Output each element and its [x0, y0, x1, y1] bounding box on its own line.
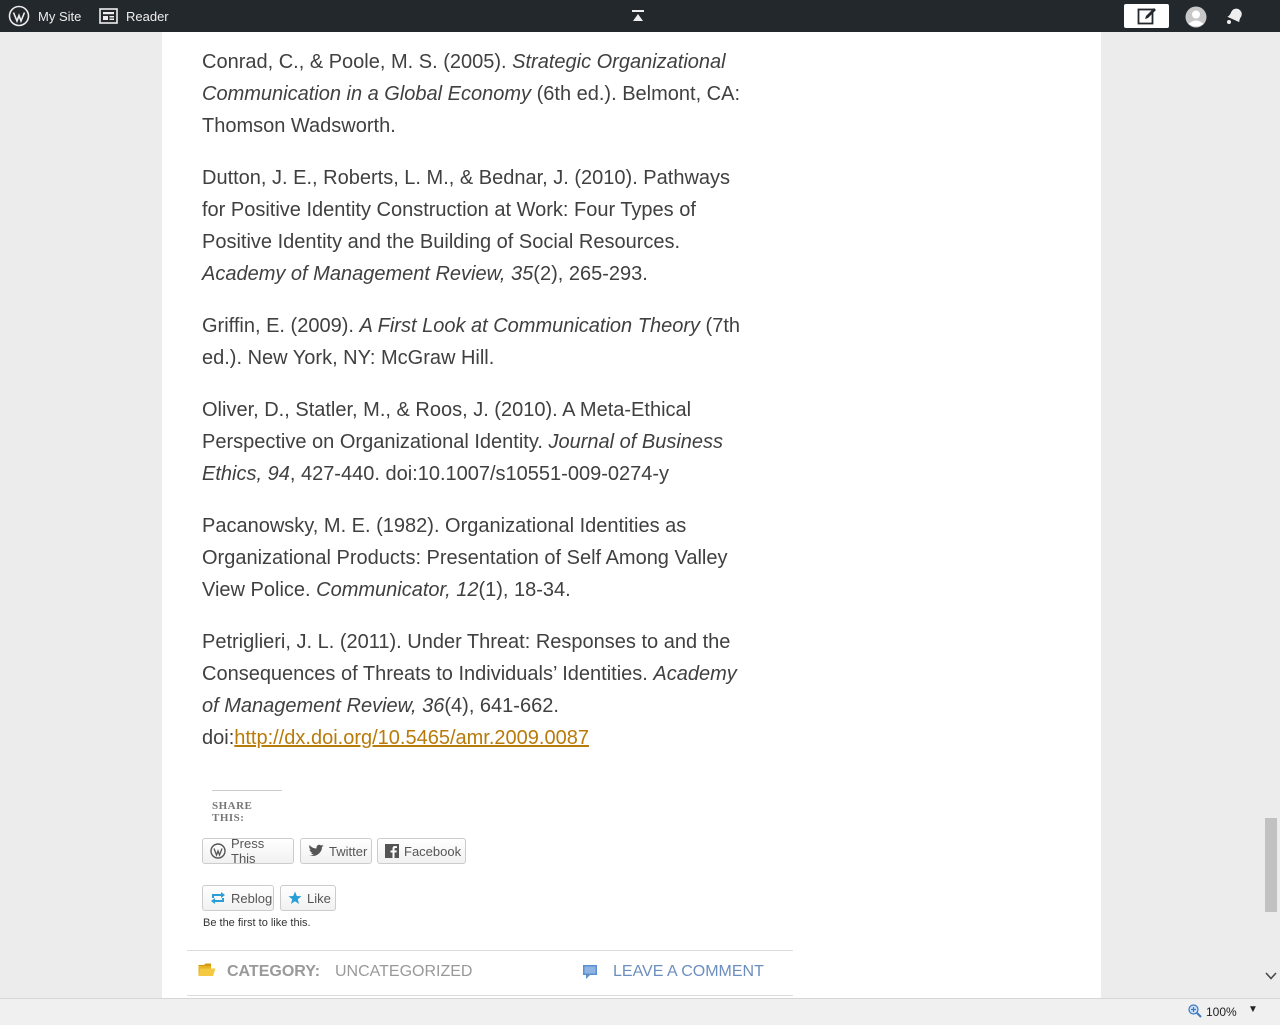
wordpress-icon [210, 843, 226, 859]
facebook-icon [385, 844, 399, 858]
folder-icon [198, 963, 216, 982]
collapse-admin-bar-button[interactable] [630, 0, 646, 32]
star-icon [288, 891, 302, 905]
reference-text: (7th ed.). New York, NY: McGraw Hill. [202, 315, 741, 369]
avatar-icon [1185, 6, 1207, 28]
reference-text: , 427-440. doi:10.1007/s10551-009-0274-y [289, 463, 670, 485]
reference-title-italic: A First Look at Communication Theory [359, 315, 700, 337]
like-note: Be the first to like this. [203, 917, 311, 929]
reblog-button[interactable] [202, 885, 274, 911]
twitter-label: Twitter [329, 843, 368, 859]
user-avatar[interactable] [1185, 6, 1207, 28]
status-bar [0, 998, 1280, 1025]
leave-comment-link[interactable]: LEAVE A COMMENT [613, 963, 764, 980]
reference-item [202, 394, 747, 490]
reference-item [202, 510, 747, 606]
reference-text: Petriglieri, J. L. (2011). Under Threat: Responses to and the Consequences of Threats to Individuals’ Identities. [202, 631, 731, 685]
like-label: Like [307, 890, 331, 906]
notifications-button[interactable] [1224, 0, 1244, 32]
press-this-button[interactable] [202, 838, 294, 864]
reference-title-italic: Communicator, 12 [316, 579, 479, 601]
reference-text: (6th ed.). Belmont, CA: Thomson Wadsworth. [202, 83, 741, 137]
zoom-icon[interactable] [1188, 1004, 1202, 1021]
reference-item [202, 162, 747, 290]
reference-text: Oliver, D., Statler, M., & Roos, J. (2010). A Meta-Ethical Perspective on Organizational Identity. [202, 399, 692, 453]
reference-item [202, 626, 747, 754]
twitter-icon [308, 844, 324, 858]
collapse-up-icon [630, 9, 646, 23]
reblog-label: Reblog [231, 890, 273, 906]
reference-text: (2), 265-293. [533, 263, 648, 285]
reader-menu[interactable] [99, 0, 169, 32]
post-meta-bar [187, 950, 793, 996]
reference-text: Dutton, J. E., Roberts, L. M., & Bednar, J. (2010). Pathways for Positive Identity Construction at Work: Four Types of Positive Identity and the Building of Social Resources. [202, 167, 731, 253]
reference-title-italic: Academy of Management Review, 35 [202, 263, 534, 285]
category-label: CATEGORY: [227, 963, 321, 980]
admin-bar [0, 0, 1280, 32]
press-this-label: Press This [231, 836, 265, 866]
reference-item [202, 310, 747, 374]
twitter-share-button[interactable] [300, 838, 372, 864]
reference-item [202, 46, 747, 142]
reader-label: Reader [126, 8, 169, 24]
my-site-label: My Site [38, 8, 82, 24]
zoom-dropdown-icon[interactable]: ▼ [1248, 1004, 1258, 1015]
comment-icon [582, 964, 598, 985]
reference-title-italic: Academy of Management Review, 36 [202, 663, 737, 717]
facebook-share-button[interactable] [377, 838, 466, 864]
write-post-button[interactable] [1124, 4, 1169, 28]
scroll-down-arrow-icon[interactable] [1265, 970, 1277, 984]
like-button[interactable] [280, 885, 336, 911]
wordpress-logo-icon [8, 5, 30, 27]
doi-link[interactable]: http://dx.doi.org/10.5465/amr.2009.0087 [234, 727, 589, 749]
reference-text: Pacanowsky, M. E. (1982). Organizational Identities as Organizational Products: Presentation of Self Among Valley View Police. [202, 515, 728, 601]
write-icon [1137, 7, 1157, 25]
vertical-scrollbar[interactable] [1262, 32, 1280, 998]
facebook-label: Facebook [404, 843, 462, 859]
category-link[interactable]: UNCATEGORIZED [335, 963, 473, 980]
references-list [202, 46, 747, 774]
bell-icon [1224, 6, 1244, 26]
reference-title-italic: Journal of Business Ethics, 94 [202, 431, 724, 485]
reader-icon [99, 8, 118, 24]
scrollbar-thumb[interactable] [1265, 818, 1277, 912]
reference-text: Conrad, C., & Poole, M. S. (2005). [202, 51, 513, 73]
reference-title-italic: Strategic Organizational Communication in a Global Economy [202, 51, 726, 105]
reference-text: Griffin, E. (2009). [202, 315, 360, 337]
reblog-icon [210, 891, 226, 905]
reference-text: (1), 18-34. [478, 579, 571, 601]
my-site-menu[interactable] [8, 0, 81, 32]
share-heading: SHARE THIS: [212, 790, 282, 824]
page-content [162, 32, 1101, 998]
zoom-level[interactable]: 100% [1206, 1005, 1237, 1019]
reference-text: (4), 641-662. doi: [202, 695, 559, 749]
